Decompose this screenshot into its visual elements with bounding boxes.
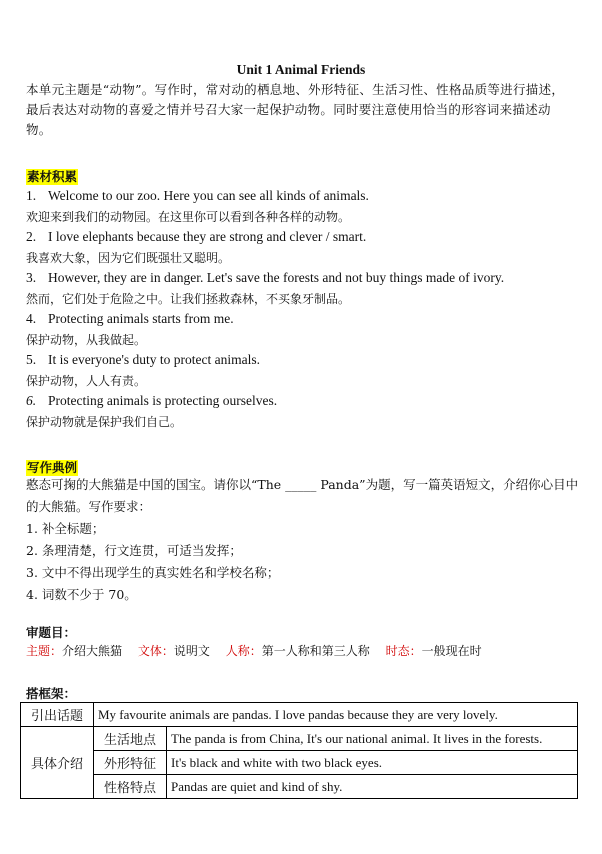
item-chinese: 保护动物就是保护我们自己。 <box>26 414 183 429</box>
genre-value: 说明文 <box>173 644 210 658</box>
table-row <box>21 727 578 751</box>
intro-label-cell: 引出话题 <box>21 703 94 727</box>
row-text-cell: Pandas are quiet and kind of shy. <box>167 775 578 799</box>
list-item: 3. However, they are in danger. Let's save the forests and not buy things made of ivory. 然而，它们处于危险之中。让我们拯救森林，不买象牙制品。 <box>26 268 586 309</box>
item-english: However, they are in danger. Let's save the forests and not buy things made of ivory. <box>48 270 505 285</box>
framework-table <box>20 702 578 799</box>
item-english: I love elephants because they are strong and clever / smart. <box>48 229 367 244</box>
item-chinese: 我喜欢大象，因为它们既强壮又聪明。 <box>26 250 231 265</box>
theme-label: 主题： <box>26 644 63 658</box>
item-chinese: 欢迎来到我们的动物园。在这里你可以看到各种各样的动物。 <box>26 209 351 224</box>
analysis-label: 审题目： <box>26 625 77 640</box>
requirement-item: 2. 条理清楚，行文连贯，可适当发挥； <box>26 543 242 558</box>
intro-text-cell: My favourite animals are pandas. I love pandas because they are very lovely. <box>94 703 578 727</box>
tense-value: 一般现在时 <box>421 644 482 658</box>
row-label-cell: 性格特点 <box>94 775 167 799</box>
analysis-line <box>26 642 482 659</box>
theme-value: 介绍大熊猫 <box>62 644 123 658</box>
framework-label: 搭框架： <box>26 686 77 701</box>
unit-title: Unit 1 Animal Friends <box>236 62 366 77</box>
task-prompt: 憨态可掬的大熊猫是中国的国宝。请你以“The _____ Panda”为题，写一篇英语短文，介绍你心目中的大熊猫。写作要求： <box>26 477 579 514</box>
table-row <box>21 751 578 775</box>
person-label: 人称： <box>225 644 262 658</box>
row-text-cell: It's black and white with two black eyes. <box>167 751 578 775</box>
item-chinese: 保护动物，人人有责。 <box>26 373 147 388</box>
item-chinese: 保护动物，从我做起。 <box>26 332 147 347</box>
genre-label: 文体： <box>137 644 174 658</box>
row-text-cell: The panda is from China, It's our national animal. It lives in the forests. <box>167 727 578 751</box>
table-row <box>21 775 578 799</box>
unit-intro: 本单元主题是“动物”。写作时，常对动的栖息地、外形特征、生活习性、性格品质等进行描述，最后表达对动物的喜爱之情并号召大家一起保护动物。同时要注意使用恰当的形容词来描述动物。 <box>26 82 565 137</box>
detail-label-cell: 具体介绍 <box>21 727 94 799</box>
example-heading: 写作典例 <box>27 460 78 475</box>
person-value: 第一人称和第三人称 <box>261 644 370 658</box>
list-item: 6. Protecting animals is protecting ourselves. 保护动物就是保护我们自己。 <box>26 391 586 432</box>
materials-heading: 素材积累 <box>27 169 78 184</box>
item-english: It is everyone's duty to protect animals. <box>48 352 261 367</box>
row-label-cell: 外形特征 <box>94 751 167 775</box>
item-english: Welcome to our zoo. Here you can see all kinds of animals. <box>48 188 369 203</box>
list-item: 4. Protecting animals starts from me. 保护动物，从我做起。 <box>26 309 586 350</box>
requirement-item: 1. 补全标题； <box>26 521 105 536</box>
item-chinese: 然而，它们处于危险之中。让我们拯救森林，不买象牙制品。 <box>26 291 351 306</box>
item-english: Protecting animals starts from me. <box>48 311 234 326</box>
item-english: Protecting animals is protecting ourselves. <box>48 393 278 408</box>
requirement-item: 3. 文中不得出现学生的真实姓名和学校名称； <box>26 565 280 580</box>
tense-label: 时态： <box>385 644 422 658</box>
materials-list <box>26 186 586 432</box>
row-label-cell: 生活地点 <box>94 727 167 751</box>
table-row <box>21 703 578 727</box>
list-item: 2. I love elephants because they are strong and clever / smart. 我喜欢大象，因为它们既强壮又聪明。 <box>26 227 586 268</box>
requirement-item: 4. 词数不少于 70。 <box>26 587 137 602</box>
list-item: 5. It is everyone's duty to protect animals. 保护动物，人人有责。 <box>26 350 586 391</box>
list-item: 1. Welcome to our zoo. Here you can see all kinds of animals. 欢迎来到我们的动物园。在这里你可以看到各种各样的动物。 <box>26 186 586 227</box>
writing-task <box>26 474 581 606</box>
